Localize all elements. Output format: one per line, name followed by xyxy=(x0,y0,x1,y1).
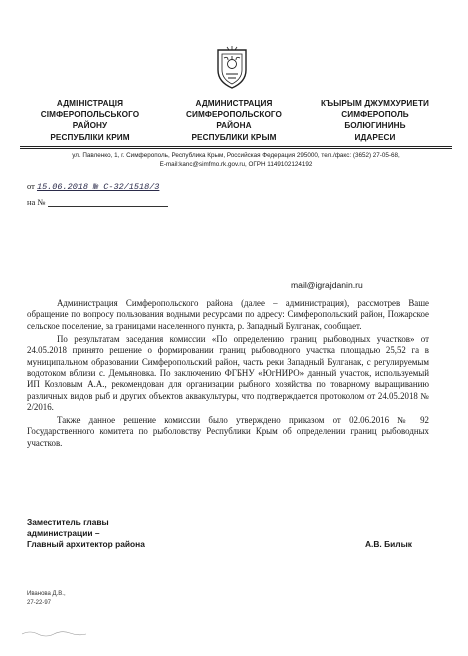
incoming-reg-number xyxy=(27,197,168,207)
signature-line: администрации – xyxy=(27,528,100,539)
outgoing-reg-number xyxy=(27,181,159,192)
header-line: РАЙОНУ xyxy=(72,121,108,131)
header-line: ИДАРЕСИ xyxy=(354,132,396,142)
address-line: ул. Павленко, 1, г. Симферополь, Республика Крым, Российская Федерация 295000, тел./факс: (3652) 27-05-68, xyxy=(72,152,400,159)
executor-phone: 27-22-97 xyxy=(27,600,52,606)
body-paragraph: Администрация Симферопольского района (далее – администрация), рассмотрев Ваше обращение по вопросу пользования водными ресурсами по адресу: Симферопольский район, Пожарское сельское поселение, за границами населенного пункта, р. Западный Булганак, сообщает. xyxy=(27,298,429,331)
signature-line: Заместитель главы xyxy=(27,517,109,527)
header-crimean-tatar xyxy=(300,98,450,143)
header-line: СИМФЕРОПОЛЬ xyxy=(341,110,409,120)
stamp-mark-icon xyxy=(20,628,90,638)
address-contacts: E-mail:kanc@simfmo.rk.gov.ru, ОГРН 1149102124192 xyxy=(159,161,313,168)
reg-to-prefix: на № xyxy=(27,197,46,207)
address-block xyxy=(20,151,452,169)
header-line: АДМИНИСТРАЦИЯ xyxy=(195,99,273,108)
header-line: КЪЫРЫМ ДЖУМХУРИЕТИ xyxy=(320,99,430,108)
reg-to-blank-line xyxy=(48,198,168,207)
executor-block xyxy=(27,590,66,608)
reg-from-prefix: от xyxy=(27,181,35,191)
header-line: АДМІНІСТРАЦІЯ xyxy=(56,99,124,108)
executor-name: Иванова Д.В., xyxy=(27,591,66,597)
reg-from-value: 15.06.2018 № С-32/1518/3 xyxy=(36,182,160,192)
header-ukrainian xyxy=(20,98,160,143)
letter-body xyxy=(27,298,429,451)
signatory-name: А.В. Билык xyxy=(365,539,412,549)
header-divider xyxy=(20,146,452,147)
body-paragraph: Также данное решение комиссии было утверждено приказом от 02.06.2016 № 92 Государственного комитета по рыболовству Республики Крым об определении границ рыбоводных участков. xyxy=(27,415,429,448)
header-line: РЕСПУБЛІКИ КРИМ xyxy=(50,132,130,142)
body-paragraph: По результатам заседания комиссии «По определению границ рыбоводных участков» от 24.05.2018 принято решение о формировании границ рыбоводного участка площадью 25,52 га в муниципальном образовании Симферопольский район, часть реки Западный Булганак, с регулируемым водотоком вблизи с. Демьяновка. По заключению ФГБНУ «ЮгНИРО» данный участок, используемый ИП Козловым А.А., рекомендован для организации рыбного хозяйства по товарному выращиванию различных видов рыб и других объектов аквакультуры, что подтверждается протоколом от 24.05.2018 № 2/2016. xyxy=(27,333,429,413)
header-line: СИМФЕРОПОЛЬСКОГО xyxy=(185,110,283,120)
header-line: РАЙОНА xyxy=(216,121,252,131)
header-line: РЕСПУБЛИКИ КРЫМ xyxy=(191,132,277,142)
signature-position xyxy=(27,517,145,551)
header-line: БОЛЮГИНИНЬ xyxy=(344,121,406,131)
header-line: СІМФЕРОПОЛЬСЬКОГО xyxy=(40,110,140,120)
header-divider-thin xyxy=(20,148,452,149)
recipient-email: mail@igrajdanin.ru xyxy=(291,280,363,290)
signature-line: Главный архитектор района xyxy=(27,539,145,550)
header-russian xyxy=(164,98,304,143)
coat-of-arms-icon xyxy=(215,46,249,90)
